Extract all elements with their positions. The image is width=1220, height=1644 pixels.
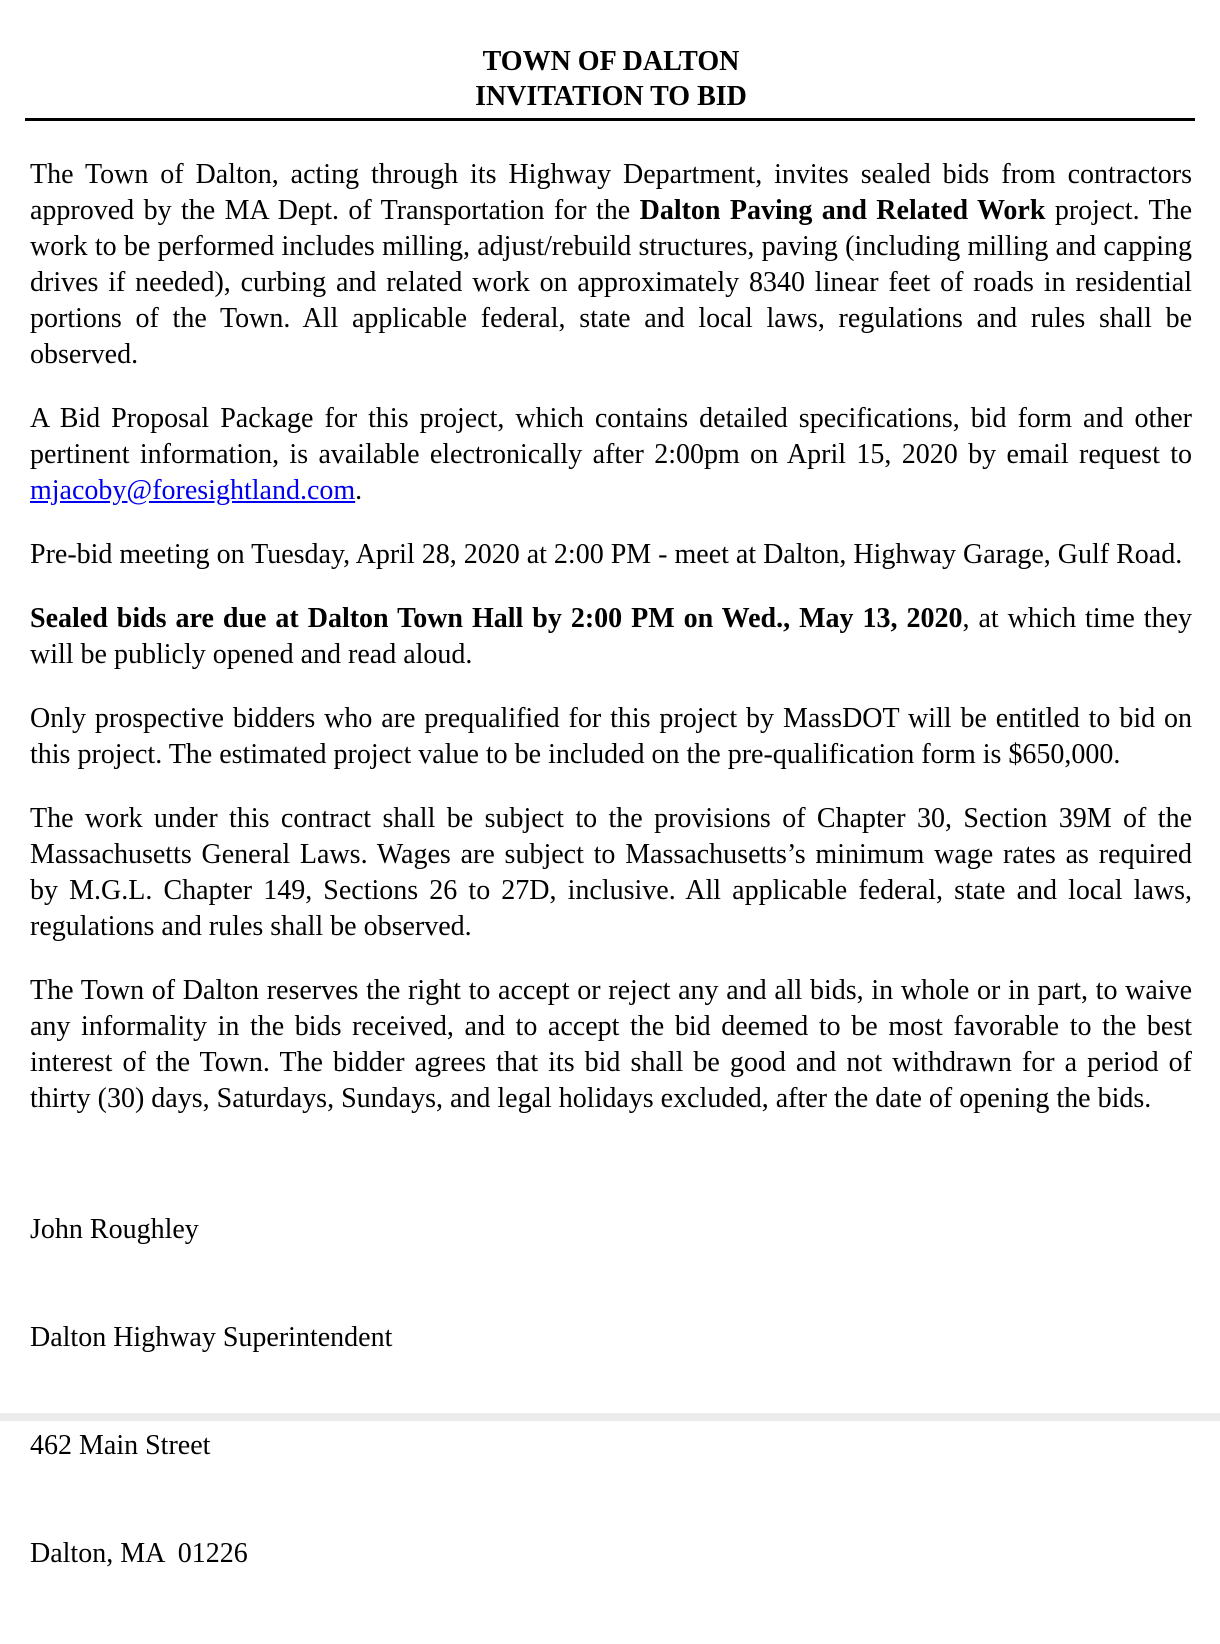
text-segment: Pre-bid meeting on Tuesday, April 28, 2020 at 2:00 PM - meet at Dalton, Highway Garage, Gulf Road. (30, 539, 1183, 570)
text-segment: , at which time they will be publicly opened and read aloud. (30, 603, 1192, 670)
title-line-2: INVITATION TO BID (475, 81, 747, 112)
legal-provisions-paragraph (30, 801, 1192, 945)
pre-bid-meeting-paragraph (30, 537, 1192, 573)
bid-package-paragraph (30, 401, 1192, 509)
signature-title: Dalton Highway Superintendent (30, 1322, 393, 1353)
bold-text-segment: Dalton Paving and Related Work (639, 195, 1046, 226)
document-body (30, 157, 1192, 1117)
text-segment: The Town of Dalton, acting through its Highway Department, invites sealed bids from contractors approved by the MA Dept. of Transportation for the (30, 159, 1192, 226)
text-segment: The work under this contract shall be subject to the provisions of Chapter 30, Section 39M of the Massachusetts General Laws. Wages are subject to Massachusetts’s minimum wage rates as required by M.G.L. Chapter 149, Sections 26 to 27D, inclusive. All applicable federal, state and local laws, regulations and rules shall be observed. (30, 803, 1192, 942)
text-segment: project. The work to be performed includes milling, adjust/rebuild structures, paving (including milling and capping drives if needed), curbing and related work on approximately 8340 linear feet of roads in residential portions of the Town. All applicable federal, state and local laws, regulations and rules shall be observed. (30, 195, 1193, 370)
page-bottom-strip (0, 1413, 1220, 1421)
prequalification-paragraph (30, 701, 1192, 773)
title-divider (25, 118, 1195, 121)
signature-city: Dalton, MA 01226 (30, 1538, 248, 1569)
bold-text-segment: Sealed bids are due at Dalton Town Hall by 2:00 PM on Wed., May 13, 2020 (30, 603, 963, 634)
intro-paragraph (30, 157, 1192, 373)
email-link[interactable]: mjacoby@foresightland.com (30, 475, 356, 506)
text-segment: . (355, 475, 363, 506)
signature-street: 462 Main Street (30, 1430, 211, 1461)
rights-reservation-paragraph (30, 973, 1192, 1117)
document-header (30, 44, 1192, 114)
text-segment: Only prospective bidders who are prequalified for this project by MassDOT will be entitled to bid on this project. The estimated project value to be included on the pre-qualification form is $650,000. (30, 703, 1192, 770)
signature-name: John Roughley (30, 1214, 199, 1245)
title-line-1: TOWN OF DALTON (482, 46, 740, 77)
text-segment: The Town of Dalton reserves the right to accept or reject any and all bids, in whole or in part, to waive any informality in the bids received, and to accept the bid deemed to be most favorable to the best interest of the Town. The bidder agrees that its bid shall be good and not withdrawn for a period of thirty (30) days, Saturdays, Sundays, and legal holidays excluded, after the date of opening the bids. (30, 975, 1192, 1114)
bids-due-paragraph (30, 601, 1192, 673)
signature-block (30, 1140, 1192, 1644)
text-segment: A Bid Proposal Package for this project, which contains detailed specifications, bid form and other pertinent information, is available electronically after 2:00pm on April 15, 2020 by email request to (30, 403, 1192, 470)
